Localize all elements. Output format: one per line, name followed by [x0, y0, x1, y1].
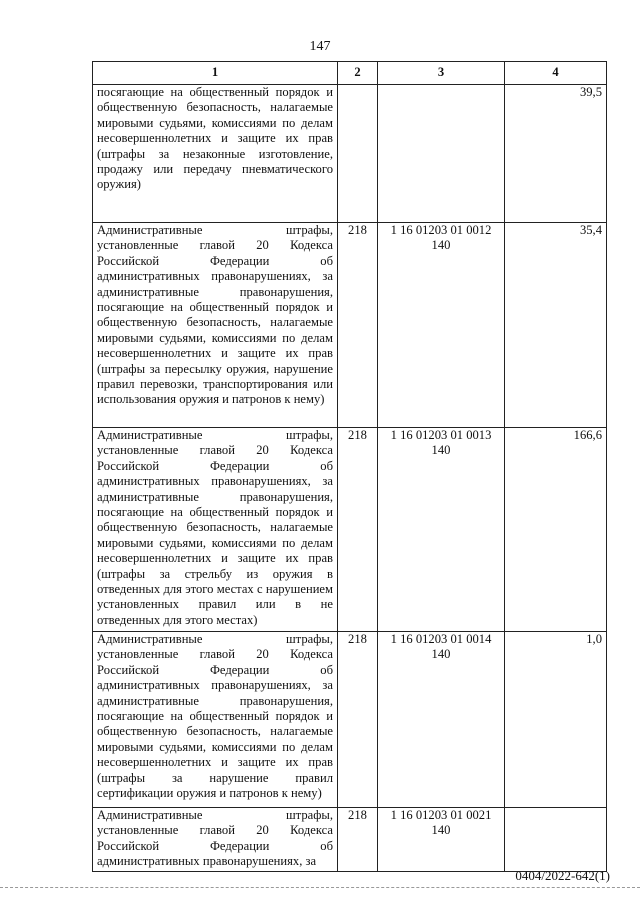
row-amount: 35,4 [505, 223, 607, 428]
row-admin-code: 218 [338, 428, 378, 632]
row-description: Административные штрафы, установленные главой 20 Кодекса Российской Федерации об административных правонарушениях, за административные правонарушения, посягающие на общественный порядок и общественную безопасность, налагаемые мировыми судьями, комиссиями по делам несовершеннолетних и защите их прав (штрафы за пересылку оружия, нарушение правил перевозки, транспортирования или использования оружия и патронов к нему) [93, 223, 338, 428]
header-col-1: 1 [93, 62, 338, 85]
row-amount: 39,5 [505, 85, 607, 223]
row-description: Административные штрафы, установленные главой 20 Кодекса Российской Федерации об административных правонарушениях, за административные правонарушения, посягающие на общественный порядок и общественную безопасность, налагаемые мировыми судьями, комиссиями по делам несовершеннолетних и защите их прав (штрафы за нарушение правил сертификации оружия и патронов к нему) [93, 632, 338, 808]
row-amount [505, 808, 607, 872]
table-row [93, 85, 607, 223]
row-kbk: 1 16 01203 01 0013 140 [378, 428, 505, 632]
row-kbk: 1 16 01203 01 0021 140 [378, 808, 505, 872]
row-admin-code [338, 85, 378, 223]
row-amount: 166,6 [505, 428, 607, 632]
document-code-footer: 0404/2022-642(1) [515, 868, 610, 883]
header-col-4: 4 [505, 62, 607, 85]
table-header-row [93, 62, 607, 85]
table-row [93, 808, 607, 872]
row-description: Административные штрафы, установленные главой 20 Кодекса Российской Федерации об административных правонарушениях, за административные правонарушения, посягающие на общественный порядок и общественную безопасность, налагаемые мировыми судьями, комиссиями по делам несовершеннолетних и защите их прав (штрафы за стрельбу из оружия в отведенных для этого местах с нарушением установленных правил или в не отведенных для этого местах) [93, 428, 338, 632]
row-kbk [378, 85, 505, 223]
table-row [93, 223, 607, 428]
table-row [93, 428, 607, 632]
row-kbk: 1 16 01203 01 0012 140 [378, 223, 505, 428]
row-description: Административные штрафы, установленные главой 20 Кодекса Российской Федерации об административных правонарушениях, за [93, 808, 338, 872]
row-kbk: 1 16 01203 01 0014 140 [378, 632, 505, 808]
row-admin-code: 218 [338, 223, 378, 428]
row-admin-code: 218 [338, 632, 378, 808]
header-col-3: 3 [378, 62, 505, 85]
row-admin-code: 218 [338, 808, 378, 872]
budget-revenue-table [92, 61, 607, 872]
scan-edge-divider [0, 887, 640, 888]
table-row [93, 632, 607, 808]
header-col-2: 2 [338, 62, 378, 85]
page-number: 147 [309, 39, 331, 54]
row-amount: 1,0 [505, 632, 607, 808]
row-description: посягающие на общественный порядок и общественную безопасность, налагаемые мировыми судьями, комиссиями по делам несовершеннолетних и защите их прав (штрафы за незаконные изготовление, продажу или передачу пневматического оружия) [93, 85, 338, 223]
